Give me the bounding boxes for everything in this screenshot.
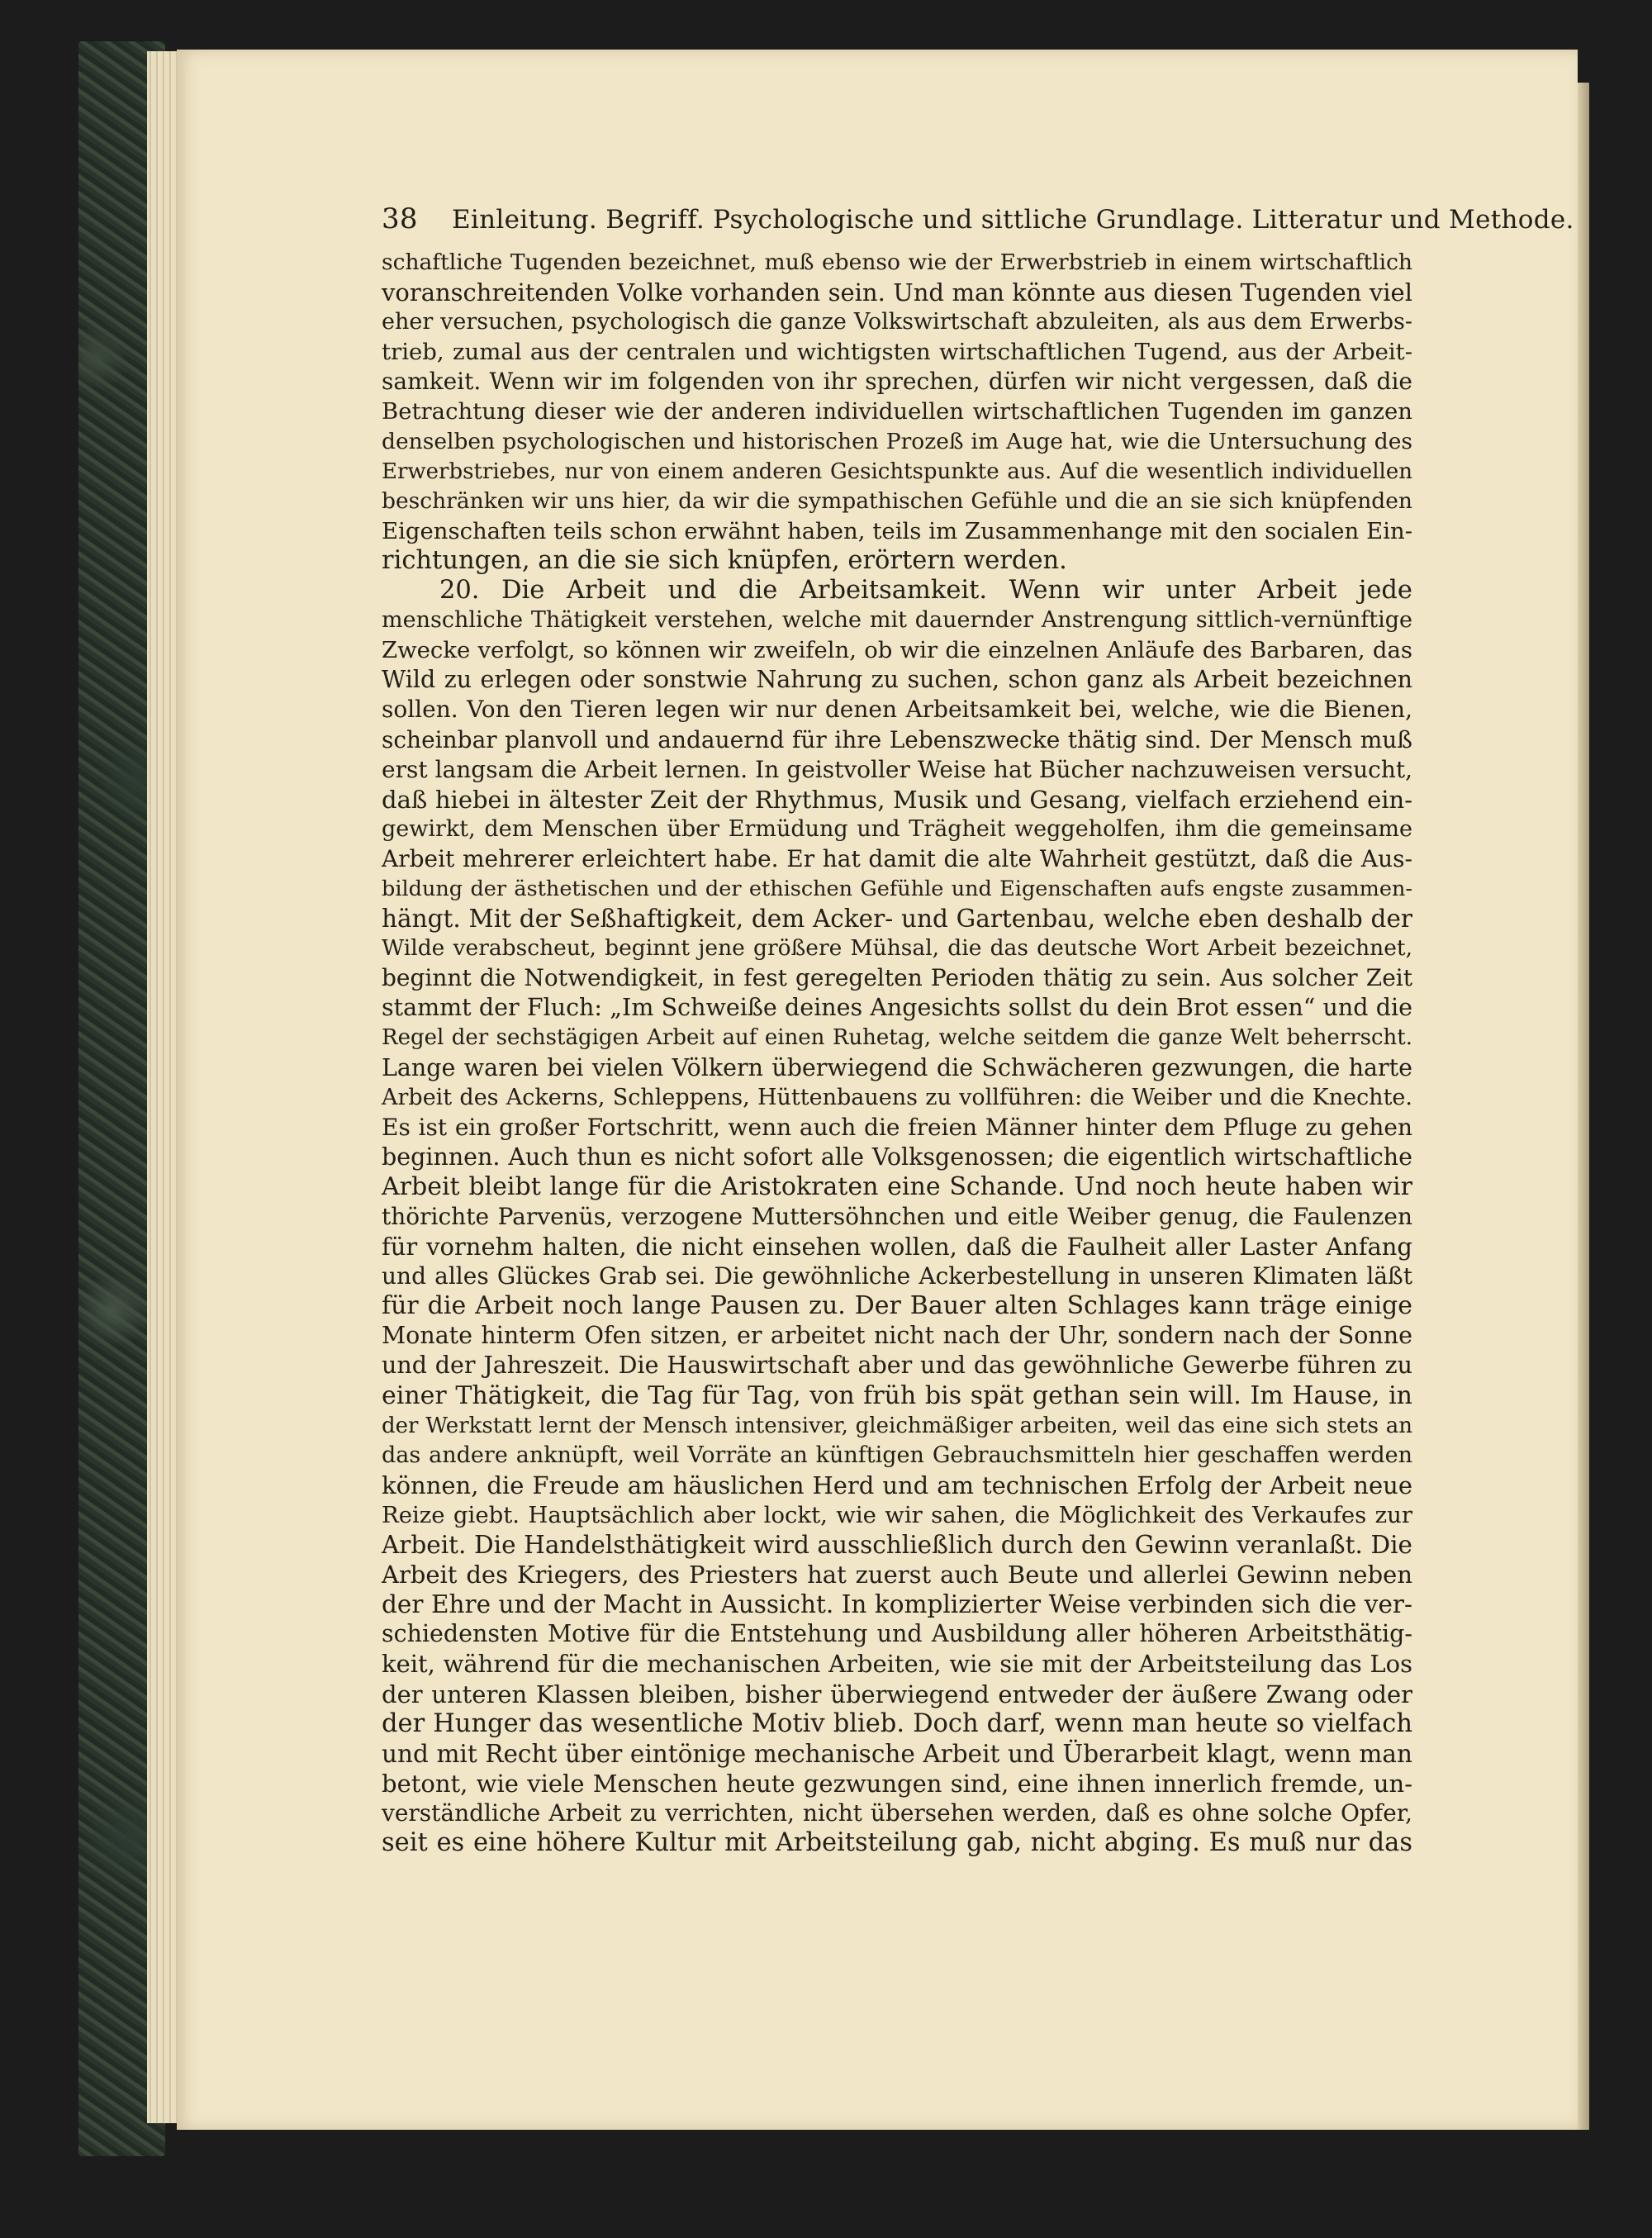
text-line: Arbeit des Ackerns, Schleppens, Hüttenbauens zu vollführen: die Weiber und die Knechte. bbox=[382, 1084, 1412, 1110]
text-line: beschränken wir uns hier, da wir die sympathischen Gefühle und die an sie sich knüpfenden bbox=[382, 487, 1412, 514]
text-line: bildung der ästhetischen und der ethischen Gefühle und Eigenschaften aufs engste zusammen- bbox=[382, 876, 1412, 901]
text-line: schaftliche Tugenden bezeichnet, muß ebenso wie der Erwerbstrieb in einem wirtschaftlich bbox=[382, 249, 1412, 275]
text-line: 20. Die Arbeit und die Arbeitsamkeit. Wenn wir unter Arbeit jede bbox=[439, 576, 1412, 606]
text-line: können, die Freude am häuslichen Herd und am technischen Erfolg der Arbeit neue bbox=[382, 1471, 1412, 1499]
text-line: hängt. Mit der Seßhaftigkeit, dem Acker- und Gartenbau, welche eben deshalb der bbox=[382, 905, 1412, 934]
running-header bbox=[382, 202, 1574, 244]
text-line: richtungen, an die sie sich knüpfen, erörtern werden. bbox=[382, 545, 1067, 575]
text-line: stammt der Fluch: „Im Schweiße deines Angesichts sollst du dein Brot essen“ und die bbox=[382, 994, 1412, 1022]
text-line: beginnen. Auch thun es nicht sofort alle Volksgenossen; die eigentlich wirtschaftliche bbox=[382, 1143, 1412, 1171]
text-line: sollen. Von den Tieren legen wir nur denen Arbeitsamkeit bei, welche, wie die Bienen, bbox=[382, 696, 1412, 724]
text-line: für vornehm halten, die nicht einsehen wollen, daß die Faulheit aller Laster Anfang bbox=[382, 1233, 1412, 1262]
text-line: Es ist ein großer Fortschritt, wenn auch die freien Männer hinter dem Pfluge zu gehen bbox=[382, 1113, 1412, 1141]
text-line: erst langsam die Arbeit lernen. In geistvoller Weise hat Bücher nachzuweisen versucht, bbox=[382, 755, 1412, 783]
text-line: thörichte Parvenüs, verzogene Muttersöhnchen und eitle Weiber genug, die Faulenzen bbox=[382, 1203, 1412, 1230]
text-line: Eigenschaften teils schon erwähnt haben, teils im Zusammenhange mit den socialen Ein- bbox=[382, 517, 1412, 544]
text-line: Zwecke verfolgt, so können wir zweifeln, ob wir die einzelnen Anläufe des Barbaren, das bbox=[382, 637, 1412, 664]
text-line: das andere anknüpft, weil Vorräte an künftigen Gebrauchsmitteln hier geschaffen werden bbox=[382, 1442, 1412, 1468]
text-line: beginnt die Notwendigkeit, in fest geregelten Perioden thätig zu sein. Aus solcher Zeit bbox=[382, 964, 1412, 992]
text-line: trieb, zumal aus der centralen und wichtigsten wirtschaftlichen Tugend, aus der Arbeit- bbox=[382, 339, 1412, 366]
text-line: voranschreitenden Volke vorhanden sein. Und man könnte aus diesen Tugenden viel bbox=[382, 278, 1412, 307]
text-line: Arbeit. Die Handelsthätigkeit wird ausschließlich durch den Gewinn veranlaßt. Die bbox=[382, 1531, 1412, 1560]
text-line: betont, wie viele Menschen heute gezwungen sind, eine ihnen innerlich fremde, un- bbox=[382, 1769, 1412, 1798]
text-line: und der Jahreszeit. Die Hauswirtschaft aber und das gewöhnliche Gewerbe führen zu bbox=[382, 1352, 1412, 1380]
text-line: daß hiebei in ältester Zeit der Rhythmus, Musik und Gesang, vielfach erziehend ein- bbox=[382, 785, 1412, 814]
text-line: keit, während für die mechanischen Arbeiten, wie sie mit der Arbeitsteilung das Los bbox=[382, 1650, 1412, 1679]
text-line: und alles Glückes Grab sei. Die gewöhnliche Ackerbestellung in unseren Klimaten läßt bbox=[382, 1262, 1412, 1290]
text-line: Erwerbstriebes, nur von einem anderen Gesichtspunkte aus. Auf die wesentlich individuellen bbox=[382, 459, 1412, 484]
text-line: Arbeit mehrerer erleichtert habe. Er hat damit die alte Wahrheit gestützt, daß die Aus- bbox=[382, 844, 1412, 872]
text-line: seit es eine höhere Kultur mit Arbeitsteilung gab, nicht abging. Es muß nur das bbox=[382, 1827, 1412, 1857]
text-line: Regel der sechstägigen Arbeit auf einen Ruhetag, welche seitdem die ganze Welt beherrscht. bbox=[382, 1025, 1412, 1051]
text-line: menschliche Thätigkeit verstehen, welche mit dauernder Anstrengung sittlich-vernünftige bbox=[382, 607, 1412, 634]
text-line: Lange waren bei vielen Völkern überwiegend die Schwächeren gezwungen, die harte bbox=[382, 1053, 1412, 1081]
text-line: gewirkt, dem Menschen über Ermüdung und Trägheit weggeholfen, ihm die gemeinsame bbox=[382, 815, 1412, 842]
text-line: der unteren Klassen bleiben, bisher überwiegend entweder der äußere Zwang oder bbox=[382, 1680, 1412, 1708]
text-line: Reize giebt. Hauptsächlich aber lockt, wie wir sahen, die Möglichkeit des Verkaufes zur bbox=[382, 1501, 1412, 1528]
page-right-edge bbox=[1578, 83, 1589, 2130]
text-line: Arbeit bleibt lange für die Aristokraten eine Schande. Und noch heute haben wir bbox=[382, 1171, 1412, 1201]
text-line: scheinbar planvoll und andauernd für ihre Lebenszwecke thätig sind. Der Mensch muß bbox=[382, 725, 1412, 753]
text-line: denselben psychologischen und historischen Prozeß im Auge hat, wie die Untersuchung des bbox=[382, 428, 1412, 454]
page-edges bbox=[147, 51, 180, 2123]
running-title: Einleitung. Begriff. Psychologische und sittliche Grundlage. Litteratur und Methode. bbox=[452, 205, 1574, 235]
body-text bbox=[382, 248, 1412, 1858]
text-line: Wilde verabscheut, beginnt jene größere Mühsal, die das deutsche Wort Arbeit bezeichnet, bbox=[382, 935, 1412, 962]
text-line: der Werkstatt lernt der Mensch intensiver, gleichmäßiger arbeiten, weil das eine sich stets an bbox=[382, 1413, 1412, 1438]
page-number: 38 bbox=[382, 202, 418, 235]
text-line: Monate hinterm Ofen sitzen, er arbeitet nicht nach der Uhr, sondern nach der Sonne bbox=[382, 1322, 1412, 1350]
text-line: der Ehre und der Macht in Aussicht. In komplizierter Weise verbinden sich die ver- bbox=[382, 1590, 1412, 1619]
text-line: und mit Recht über eintönige mechanische Arbeit und Überarbeit klagt, wenn man bbox=[382, 1739, 1412, 1768]
text-line: eher versuchen, psychologisch die ganze Volkswirtschaft abzuleiten, als aus dem Erwerbs- bbox=[382, 309, 1412, 335]
text-line: einer Thätigkeit, die Tag für Tag, von früh bis spät gethan sein will. Im Hause, in bbox=[382, 1380, 1412, 1410]
text-line: Wild zu erlegen oder sonstwie Nahrung zu suchen, schon ganz als Arbeit bezeichnen bbox=[382, 666, 1412, 694]
text-line: samkeit. Wenn wir im folgenden von ihr sprechen, dürfen wir nicht vergessen, daß die bbox=[382, 368, 1412, 396]
text-line: verständliche Arbeit zu verrichten, nicht übersehen werden, daß es ohne solche Opfer, bbox=[382, 1798, 1412, 1827]
text-line: der Hunger das wesentliche Motiv blieb. Doch darf, wenn man heute so vielfach bbox=[382, 1708, 1412, 1738]
text-line: Arbeit des Kriegers, des Priesters hat zuerst auch Beute und allerlei Gewinn neben bbox=[382, 1561, 1412, 1589]
text-line: für die Arbeit noch lange Pausen zu. Der Bauer alten Schlages kann träge einige bbox=[382, 1291, 1412, 1321]
text-line: schiedensten Motive für die Entstehung und Ausbildung aller höheren Arbeitsthätig- bbox=[382, 1620, 1412, 1648]
text-line: Betrachtung dieser wie der anderen individuellen wirtschaftlichen Tugenden im ganzen bbox=[382, 398, 1412, 425]
